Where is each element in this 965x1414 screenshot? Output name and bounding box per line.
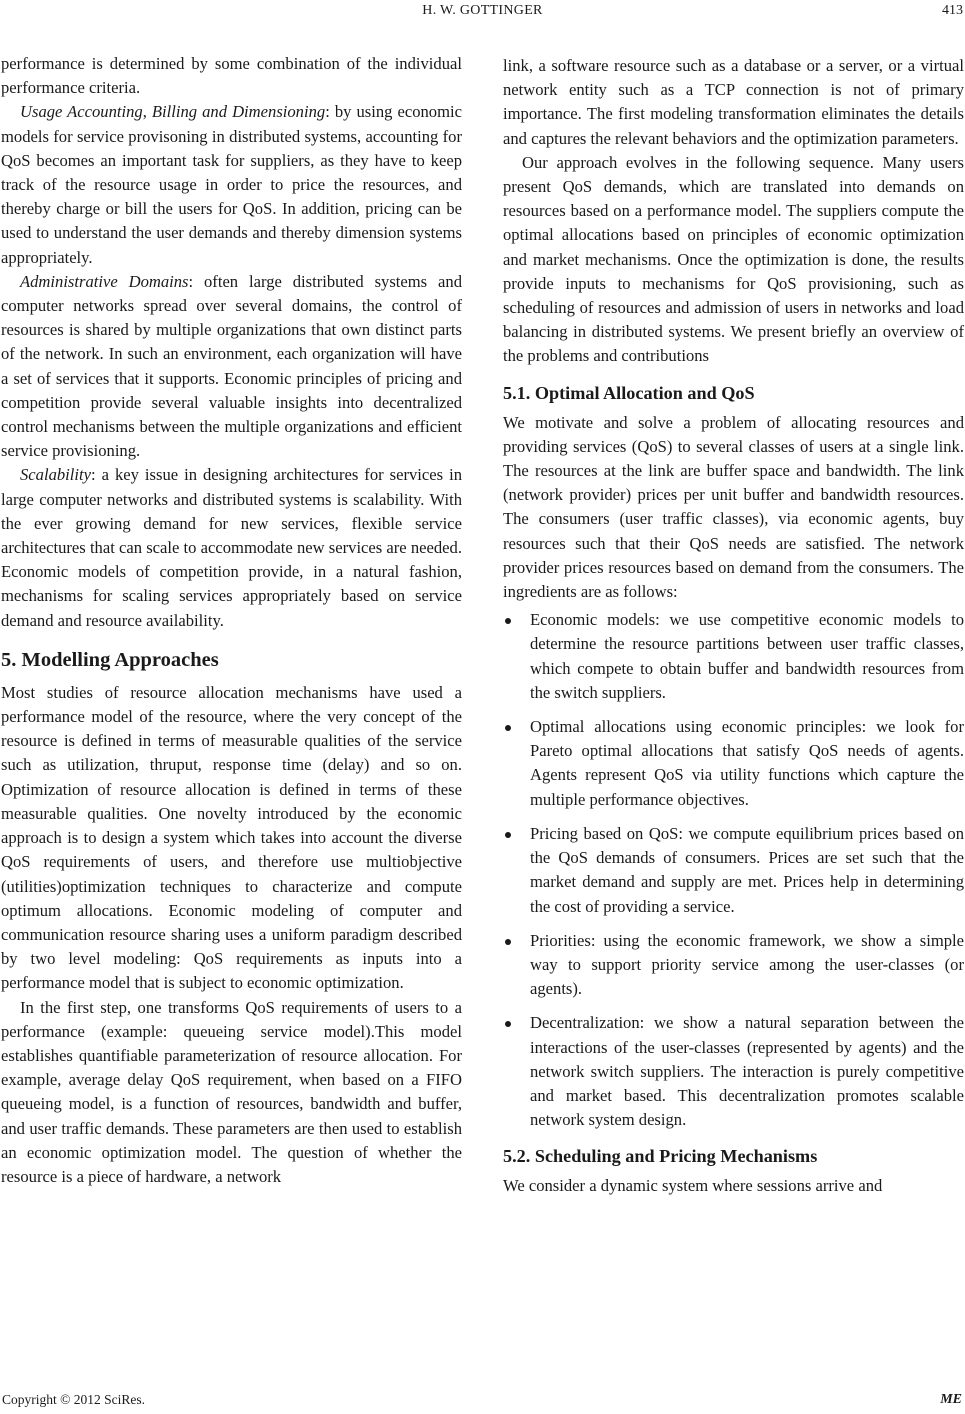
left-column [1,52,462,1189]
list-item [503,608,964,705]
footer-copyright: Copyright © 2012 SciRes. [2,1392,146,1407]
paragraph-scalability [1,463,462,632]
list-item-text: Priorities: using the economic framework, we show a simple way to support priority service among the user-classes (or agents). [530,930,964,999]
page-number: 413 [942,3,963,18]
ingredients-list [503,608,964,1132]
section-5-heading: 5. Modelling Approaches [1,648,219,671]
bullet-icon [505,618,511,624]
paragraph-modelling-1: Most studies of resource allocation mechanisms have used a performance model of the resource, where the very concept of the resource is defined in terms of measurable qualities of the service such as utilization, thruput, response time (delay) and so on. Optimization of resource allocation is defined in terms of these measurable qualities. One novelty introduced by the economic approach is to design a system which takes into account the diverse QoS requirements of users, and therefore use multiobjective (utilities)optimization techniques to characterize and compute optimum allocations. Economic modeling of computer and communication resource sharing uses a uniform paradigm described by two level modeling: QoS requirements as inputs into a performance model that is subject to economic optimization. [1,682,462,993]
bullet-icon [505,725,511,731]
paragraph-administrative-domains [1,270,462,464]
paragraph-optimal-allocation: We motivate and solve a problem of allocating resources and providing services (QoS) to several classes of users at a single link. The resources at the link are buffer space and bandwidth. The link (network provider) prices per unit buffer and bandwidth resources. The consumers (user traffic classes), via economic agents, buy resources such that their QoS needs are satisfied. The network provider prices resources based on demand from the consumers. The ingredients are as follows: [503,412,964,602]
term-administrative-domains: Administrative Domains [20,271,189,291]
paragraph-continuation: link, a software resource such as a database or a server, or a virtual network entity such as a TCP connection is not of primary importance. The first modeling transformation eliminates the details and captures the relevant behaviors and the optimization parameters. [503,56,964,148]
section-5-1-heading: 5.1. Optimal Allocation and QoS [503,382,755,403]
list-item-text: Optimal allocations using economic principles: we look for Pareto optimal allocations that satisfy QoS needs of agents. Agents represent QoS via utility functions which capture the multiple performance objectives. [530,717,964,809]
running-header-author: H. W. GOTTINGER [422,3,543,18]
bullet-icon [505,1021,511,1027]
right-column [503,54,964,1199]
list-item-text: Pricing based on QoS: we compute equilibrium prices based on the QoS demands of consumers. Prices are set such that the market demand and supply are met. Prices help in determining the cost of providing a service. [530,823,964,916]
paragraph-scheduling: We consider a dynamic system where sessions arrive and [503,1176,883,1196]
list-item-text: Decentralization: we show a natural separation between the interactions of the user-classes (represented by agents) and the network switch suppliers. The interaction is purely competitive and market based. This decentralization promotes scalable network system design. [530,1013,964,1130]
term-usage-accounting: Usage Accounting [20,102,143,122]
separator: , [142,102,152,122]
admin-body: : often large distributed systems and computer networks spread over several domains, the control of resources is shared by multiple organizations that own distinct parts of the network. In such an environment, each organization will have a set of services that it supports. Economic principles of pricing and competition provide several valuable insights into decentralized control mechanisms between the multiple organizations and efficient service provisioning. [1,271,462,461]
section-5-2-heading: 5.2. Scheduling and Pricing Mechanisms [503,1146,818,1167]
paragraph-intro: performance is determined by some combination of the individual performance criteria. [1,54,462,98]
bullet-icon [505,832,511,838]
list-item-text: Economic models: we use competitive economic models to determine the resource partitions between user traffic classes, which compete to obtain buffer and bandwidth resources from the switch suppliers. [530,610,964,702]
usage-body: : by using economic models for service provisoning in distributed systems, accounting for QoS becomes an important task for suppliers, as they have to keep track of the resource usage in order to price the resources, and thereby charge or bill the users for QoS. In addition, pricing can be used to understand the user demands and thereby dimension systems appropriately. [1,102,462,267]
paragraph-approach: Our approach evolves in the following sequence. Many users present QoS demands, which are translated into demands on resources based on a performance model. The suppliers compute the optimal allocations based on principles of economic optimization and market mechanisms. Once the optimization is done, the results provide inputs to mechanisms for QoS provisioning, such as scheduling of resources and admission of users in networks and load balancing in distributed systems. We present briefly an overview of the problems and contributions [503,152,964,366]
list-item [503,822,964,919]
paragraph-usage-accounting [1,100,462,269]
term-scalability: Scalability [20,465,91,485]
list-item [503,929,964,1002]
paragraph-modelling-2: In the first step, one transforms QoS requirements of users to a performance (example: queueing service model).This model establishes quantifiable parameterization of resource allocation. For example, average delay QoS requirement, when based on a FIFO queueing model, is a function of resources, bandwidth and buffer, and user traffic demands. These parameters are then used to establish an economic optimization model. The question of whether the resource is a piece of hardware, a network [1,997,462,1186]
bullet-icon [505,939,511,945]
list-item [503,1011,964,1132]
footer-journal: ME [940,1392,962,1407]
term-billing: Billing and Dimensioning [151,102,326,122]
scalability-body: : a key issue in designing architectures for services in large computer networks and distributed systems is scalability. With the ever growing demand for new services, flexible service architectures that can scale to accommodate new services are needed. Economic models of competition provide, in a natural fashion, mechanisms for scaling services appropriately based on service demand and resource availability. [1,465,462,630]
list-item [503,715,964,812]
